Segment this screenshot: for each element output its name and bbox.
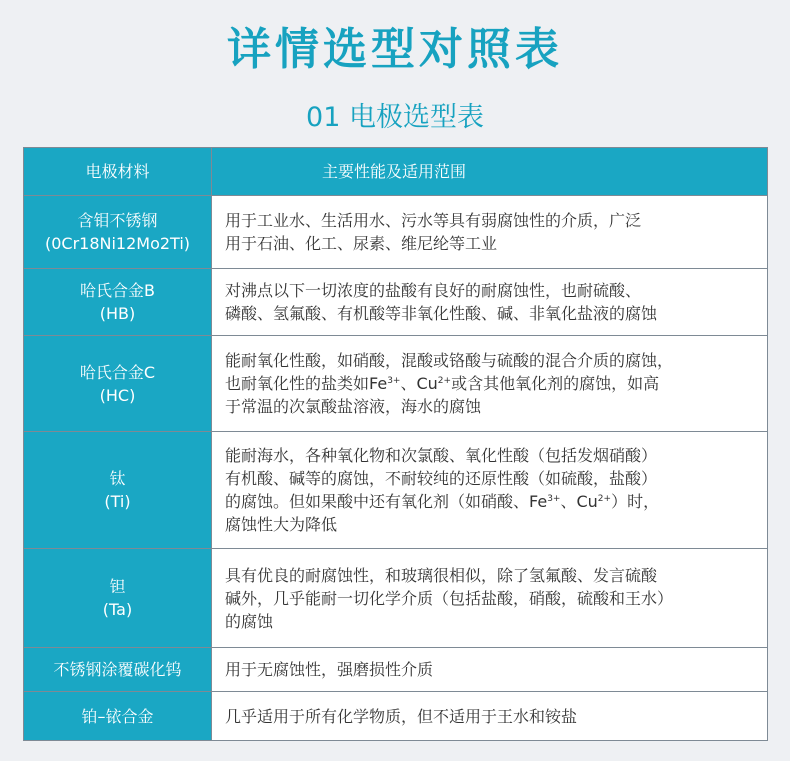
material-name: 含钼不锈钢 — [77, 211, 158, 230]
description-cell — [212, 549, 768, 648]
table-row — [24, 648, 768, 692]
description-line: 磷酸、氢氟酸、有机酸等非氧化性酸、碱、非氧化盐液的腐蚀 — [225, 304, 658, 323]
material-cell — [24, 336, 212, 432]
material-code: (0Cr18Ni12Mo2Ti) — [44, 234, 191, 253]
electrode-selection-table — [23, 147, 768, 741]
description-line: 的腐蚀 — [225, 611, 274, 631]
text-fragment: 或含其他氧化剂的腐蚀，如高 — [451, 374, 660, 393]
material-cell — [24, 549, 212, 648]
material-cell — [24, 196, 212, 269]
material-cell — [24, 269, 212, 336]
description-cell — [212, 196, 768, 269]
material-name: 哈氏合金B — [80, 281, 155, 300]
material-code: (HC) — [99, 385, 136, 405]
description-line: 对沸点以下一切浓度的盐酸有良好的耐腐蚀性，也耐硫酸、 — [225, 281, 642, 300]
table-row — [24, 549, 768, 648]
superscript: 3+ — [547, 494, 561, 504]
superscript: 2+ — [437, 376, 452, 386]
material-code: (Ti) — [104, 492, 131, 511]
superscript: 2+ — [597, 494, 612, 504]
material-cell — [24, 432, 212, 549]
description-cell — [212, 336, 768, 432]
text-fragment: 的腐蚀。但如果酸中还有氧化剂（如硝酸、Fe — [225, 492, 548, 511]
material-name: 哈氏合金C — [79, 362, 156, 382]
material-name: 铂–铱合金 — [81, 706, 154, 726]
material-cell — [24, 692, 212, 741]
header-material: 电极材料 — [24, 148, 212, 196]
text-fragment: ）时， — [611, 492, 660, 511]
description-line: 用于石油、化工、尿素、维尼纶等工业 — [225, 234, 498, 253]
description-line: 有机酸、碱等的腐蚀，不耐较纯的还原性酸（如硫酸，盐酸） — [225, 469, 658, 488]
description-line: 具有优良的耐腐蚀性，和玻璃很相似，除了氢氟酸、发言硫酸 — [225, 565, 658, 585]
description-cell — [212, 648, 768, 692]
page-title: 详情选型对照表 — [227, 24, 563, 75]
material-name: 钽 — [109, 577, 126, 596]
material-cell — [24, 648, 212, 692]
text-fragment: 、Cu — [400, 374, 438, 393]
description-line: 能耐氧化性酸，如硝酸，混酸或铬酸与硫酸的混合介质的腐蚀， — [225, 351, 674, 370]
material-name: 不锈钢涂覆碳化钨 — [53, 660, 182, 679]
text-fragment: 、Cu — [560, 492, 598, 511]
description-line: 腐蚀性大为降低 — [225, 515, 338, 534]
description-cell — [212, 269, 768, 336]
text-fragment: 也耐氧化性的盐类如Fe — [225, 374, 388, 393]
table-header-row — [24, 148, 768, 196]
table-row — [24, 196, 768, 269]
description-line: 几乎适用于所有化学物质，但不适用于王水和铵盐 — [225, 706, 578, 726]
material-name: 钛 — [109, 469, 126, 488]
description-line: 能耐海水，各种氧化物和次氯酸、氧化性酸（包括发烟硝酸） — [225, 446, 658, 465]
material-code: (Ta) — [102, 600, 133, 619]
superscript: 3+ — [387, 376, 401, 386]
table-row — [24, 432, 768, 549]
table-row — [24, 269, 768, 336]
header-performance: 主要性能及适用范围 — [212, 148, 768, 196]
description-line — [225, 490, 757, 513]
material-code: (HB) — [99, 304, 136, 323]
section-title: 01 电极选型表 — [306, 102, 484, 133]
description-cell — [212, 692, 768, 741]
description-cell — [212, 432, 768, 549]
description-line: 用于无腐蚀性，强磨损性介质 — [225, 660, 434, 679]
table-row — [24, 336, 768, 432]
description-line: 碱外，几乎能耐一切化学介质（包括盐酸，硝酸，硫酸和王水） — [225, 588, 674, 608]
description-line — [225, 372, 757, 395]
description-line: 用于工业水、生活用水、污水等具有弱腐蚀性的介质，广泛 — [225, 211, 642, 230]
description-line: 于常温的次氯酸盐溶液，海水的腐蚀 — [225, 397, 482, 416]
table-row — [24, 692, 768, 741]
